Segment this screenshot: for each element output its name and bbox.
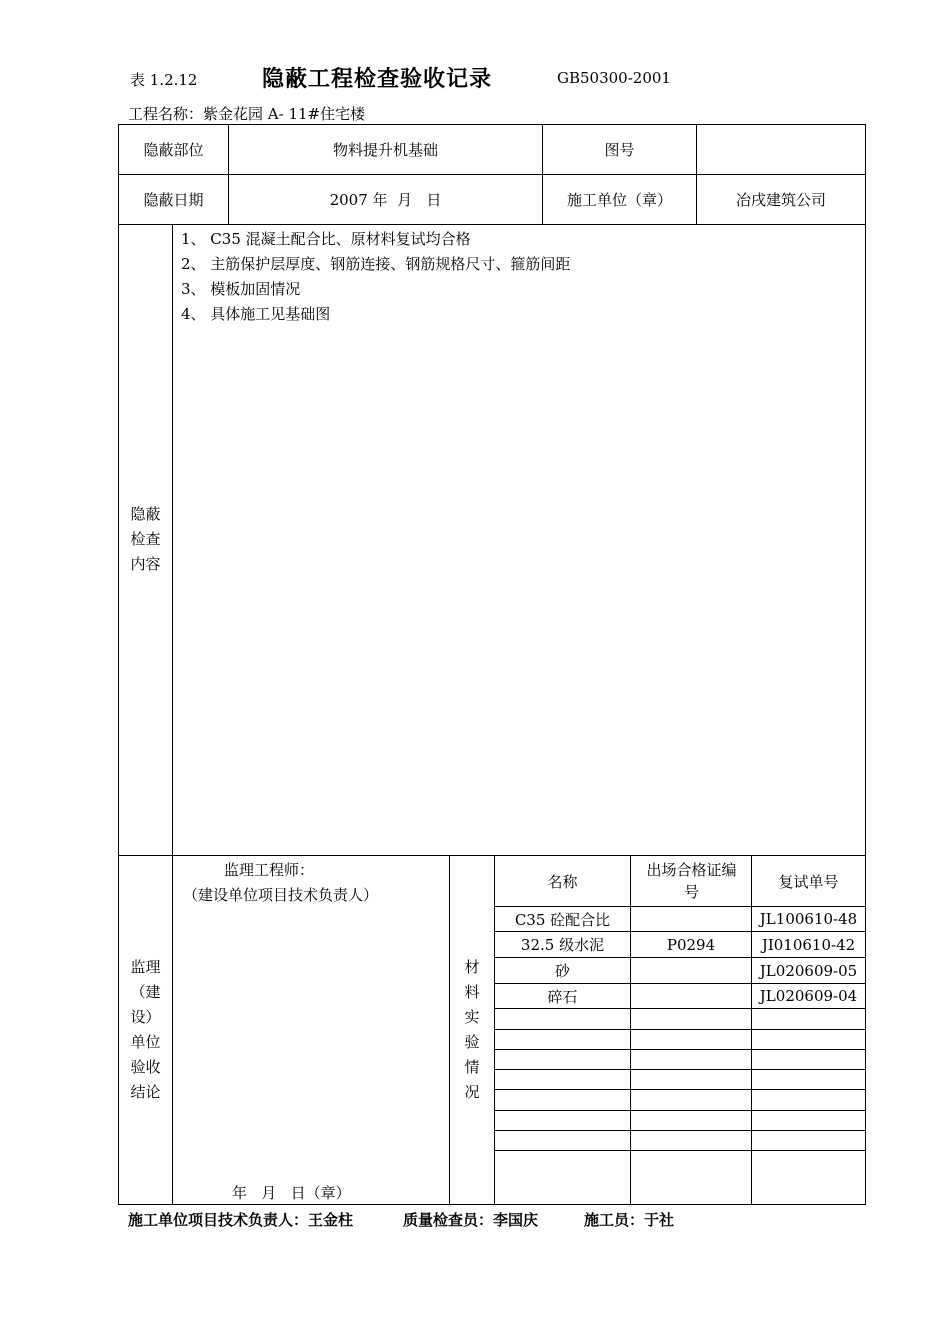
hidden-part-label: 隐蔽部位 [143, 141, 204, 159]
footer-quality-inspector: 质量检查员：李国庆 [403, 1211, 539, 1229]
material-name: 砂 [554, 962, 570, 980]
materials-header-cert: 出场合格证编号 [646, 861, 737, 901]
content-item: 4、 具体施工见基础图 [181, 305, 331, 323]
materials-label: 材 料 实 验 情 况 [464, 958, 480, 1101]
material-cert [631, 958, 751, 983]
material-name: C35 砼配合比 [514, 910, 611, 929]
standard-code: GB50300-2001 [557, 69, 671, 87]
drawing-number-label: 图号 [604, 141, 635, 159]
construction-unit-value: 冶戌建筑公司 [735, 191, 826, 209]
material-name: 32.5 级水泥 [520, 936, 605, 954]
material-name: 碎石 [547, 987, 578, 1006]
material-cert [631, 984, 751, 1008]
footer-worker: 施工员：于社 [584, 1211, 675, 1229]
materials-header-name: 名称 [547, 872, 578, 891]
document-title: 隐蔽工程检查验收记录 [262, 67, 493, 92]
content-item: 1、 C35 混凝土配合比、原材料复试均合格 [181, 230, 471, 248]
content-item: 2、 主筋保护层厚度、钢筋连接、钢筋规格尺寸、箍筋间距 [181, 255, 571, 273]
conclusion-label: 监理 （建 设） 单位 验收 结论 [130, 958, 161, 1101]
table-number: 表 1.2.12 [130, 71, 198, 89]
construction-unit-label: 施工单位（章） [566, 191, 672, 209]
engineer-label: 监理工程师： [224, 861, 315, 879]
hidden-date-value: 2007 年 月 日 [329, 191, 442, 209]
material-retest: JL100610-48 [759, 910, 858, 928]
content-label: 隐蔽 检查 内容 [130, 505, 161, 573]
material-retest: JI010610-42 [761, 935, 856, 954]
hidden-part-value: 物料提升机基础 [332, 141, 438, 159]
conclusion-date-sign: 年 月 日（章） [232, 1184, 351, 1202]
project-name: 工程名称：紫金花园 A- 11#住宅楼 [128, 105, 366, 123]
material-cert [631, 907, 751, 931]
hidden-date-label: 隐蔽日期 [143, 191, 204, 209]
material-cert: P0294 [666, 935, 716, 954]
material-retest: JL020609-05 [759, 961, 858, 980]
drawing-number-value [697, 125, 865, 174]
engineer-sublabel: （建设单位项目技术负责人） [183, 886, 379, 904]
footer-tech-lead: 施工单位项目技术负责人：王金柱 [128, 1211, 354, 1229]
content-item: 3、 模板加固情况 [181, 280, 301, 298]
materials-header-retest: 复试单号 [778, 872, 839, 891]
material-retest: JL020609-04 [759, 987, 858, 1005]
